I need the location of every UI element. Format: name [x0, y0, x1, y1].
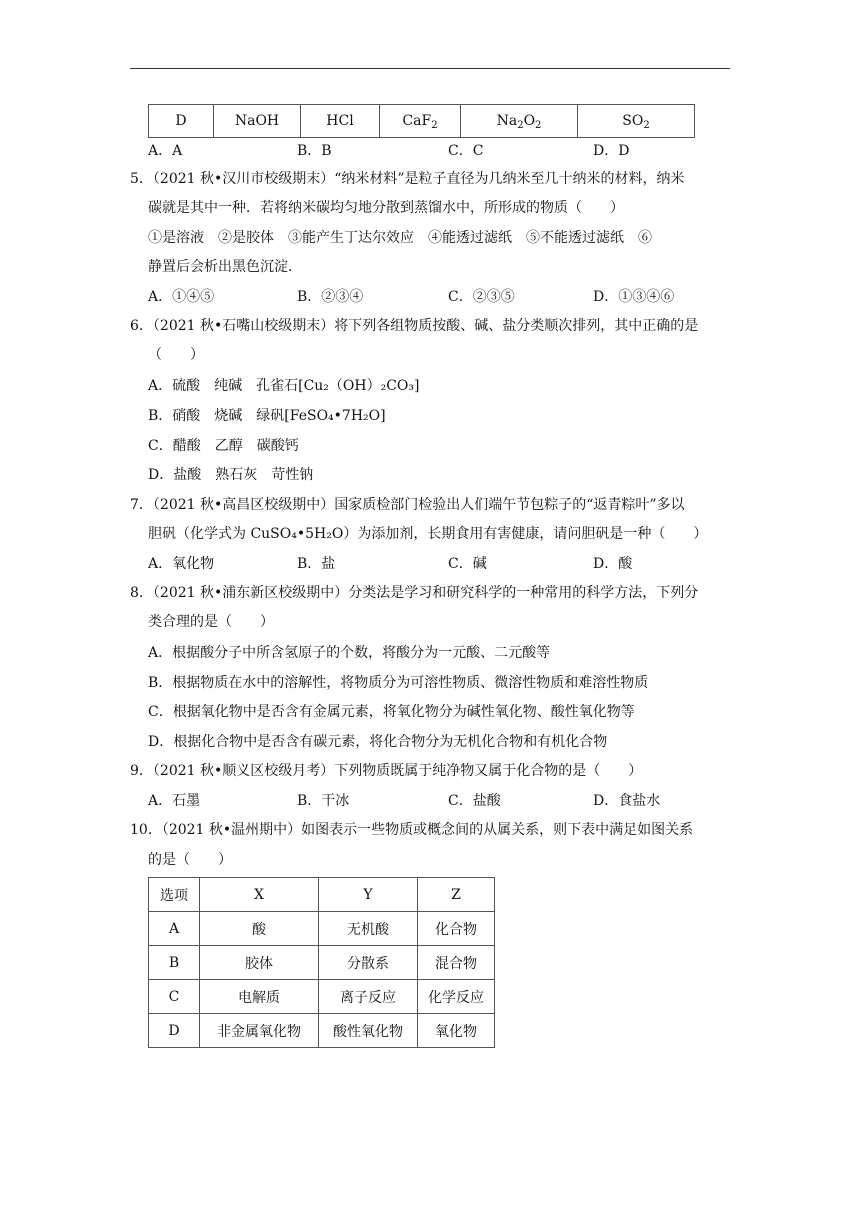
table-row: [149, 1014, 495, 1048]
q7-stem-line1: 7．（2021 秋•高昌区校级期中）国家质检部门检验出人们端午节包粽子的“返青粽叶”多以: [130, 497, 685, 513]
table-cell: 胶体: [200, 946, 319, 980]
table-cell: 氧化物: [418, 1014, 495, 1048]
table-cell: 化合物: [418, 912, 495, 946]
table-cell: 非金属氧化物: [200, 1014, 319, 1048]
q10-stem-line1: 10．（2021 秋•温州期中）如图表示一些物质或概念间的从属关系，则下表中满足如图关系: [130, 822, 694, 838]
q8-option-a: A．根据酸分子中所含氢原子的个数，将酸分为一元酸、二元酸等: [148, 645, 551, 661]
table-cell: $SO_2$: [578, 105, 695, 138]
option-d: D．食盐水: [593, 793, 661, 809]
option-c: C．盐酸: [448, 793, 501, 809]
q6-option-a: A．硫酸 纯碱 孔雀石[Cu₂（OH）₂CO₃]: [148, 378, 420, 394]
option-b: B．B: [297, 143, 332, 159]
option-a: A．A: [148, 143, 183, 159]
table-cell: A: [149, 912, 200, 946]
q10-table: [148, 877, 495, 1048]
q6-stem-line1: 6．（2021 秋•石嘴山校级期末）将下列各组物质按酸、碱、盐分类顺次排列，其中正确的是: [130, 318, 699, 334]
table-header-cell: Y: [319, 878, 418, 912]
q8-option-b: B．根据物质在水中的溶解性，将物质分为可溶性物质、微溶性物质和难溶性物质: [148, 675, 649, 691]
header-rule: [130, 68, 730, 69]
option-b: B．盐: [297, 556, 336, 572]
table-cell: 无机酸: [319, 912, 418, 946]
table-cell: 电解质: [200, 980, 319, 1014]
q5-stem-line4: 静置后会析出黑色沉淀．: [148, 259, 302, 275]
q10-stem-line2: 的是（ ）: [148, 852, 232, 868]
q9-stem-line1: 9．（2021 秋•顺义区校级月考）下列物质既属于纯净物又属于化合物的是（ ）: [130, 763, 643, 779]
option-b: B．②③④: [297, 289, 364, 305]
option-c: C．②③⑤: [448, 289, 515, 305]
option-d: D．①③④⑥: [593, 289, 675, 305]
table-cell: C: [149, 980, 200, 1014]
table-cell: NaOH: [214, 105, 301, 138]
q6-stem-line2: （ ）: [148, 347, 204, 363]
q6-option-d: D．盐酸 熟石灰 苛性钠: [148, 467, 314, 483]
q8-stem-line2: 类合理的是（ ）: [148, 614, 274, 630]
table-cell: 酸: [200, 912, 319, 946]
option-d: D．酸: [593, 556, 633, 572]
option-b: B．干冰: [297, 793, 350, 809]
table-cell: 酸性氧化物: [319, 1014, 418, 1048]
table-header-cell: Z: [418, 878, 495, 912]
q6-option-b: B．硝酸 烧碱 绿矾[FeSO₄•7H₂O]: [148, 408, 386, 424]
table-row: [149, 980, 495, 1014]
table-cell: CaF$_2$: [380, 105, 461, 138]
table-cell: 离子反应: [319, 980, 418, 1014]
q5-stem-line2: 碳就是其中一种．若将纳米碳均匀地分散到蒸馏水中，所形成的物质（ ）: [148, 200, 624, 216]
table-cell: 分散系: [319, 946, 418, 980]
option-c: C．C: [448, 143, 484, 159]
table-header-row: [149, 878, 495, 912]
table-cell: 混合物: [418, 946, 495, 980]
table-cell: D: [149, 1014, 200, 1048]
q6-option-c: C．醋酸 乙醇 碳酸钙: [148, 438, 299, 454]
q7-stem-line2: 胆矾（化学式为 CuSO₄•5H₂O）为添加剂，长期食用有害健康，请问胆矾是一种（ ）: [148, 526, 708, 542]
table-cell: HCl: [301, 105, 380, 138]
table-row: [149, 946, 495, 980]
table-cell: 化学反应: [418, 980, 495, 1014]
table-header-cell: 选项: [149, 878, 200, 912]
q8-stem-line1: 8．（2021 秋•浦东新区校级期中）分类法是学习和研究科学的一种常用的科学方法，下列分: [130, 585, 699, 601]
option-a: A．①④⑤: [148, 289, 215, 305]
option-a: A．石墨: [148, 793, 201, 809]
option-d: D．D: [593, 143, 630, 159]
q5-stem-line3: ①是溶液 ②是胶体 ③能产生丁达尔效应 ④能透过滤纸 ⑤不能透过滤纸 ⑥: [148, 230, 652, 246]
table-cell: $Na_2O_2$: [461, 105, 578, 138]
option-c: C．碱: [448, 556, 487, 572]
option-a: A．氧化物: [148, 556, 215, 572]
q5-stem-line1: 5．（2021 秋•汉川市校级期末）“纳米材料”是粒子直径为几纳米至几十纳米的材料，纳米: [130, 171, 685, 187]
q8-option-d: D．根据化合物中是否含有碳元素，将化合物分为无机化合物和有机化合物: [148, 734, 608, 750]
q8-option-c: C．根据氧化物中是否含有金属元素，将氧化物分为碱性氧化物、酸性氧化物等: [148, 704, 635, 720]
table-cell: B: [149, 946, 200, 980]
table-header-cell: X: [200, 878, 319, 912]
table-row: [149, 912, 495, 946]
table-row: [149, 105, 695, 138]
table-cell: D: [149, 105, 214, 138]
top-table: [148, 104, 695, 138]
